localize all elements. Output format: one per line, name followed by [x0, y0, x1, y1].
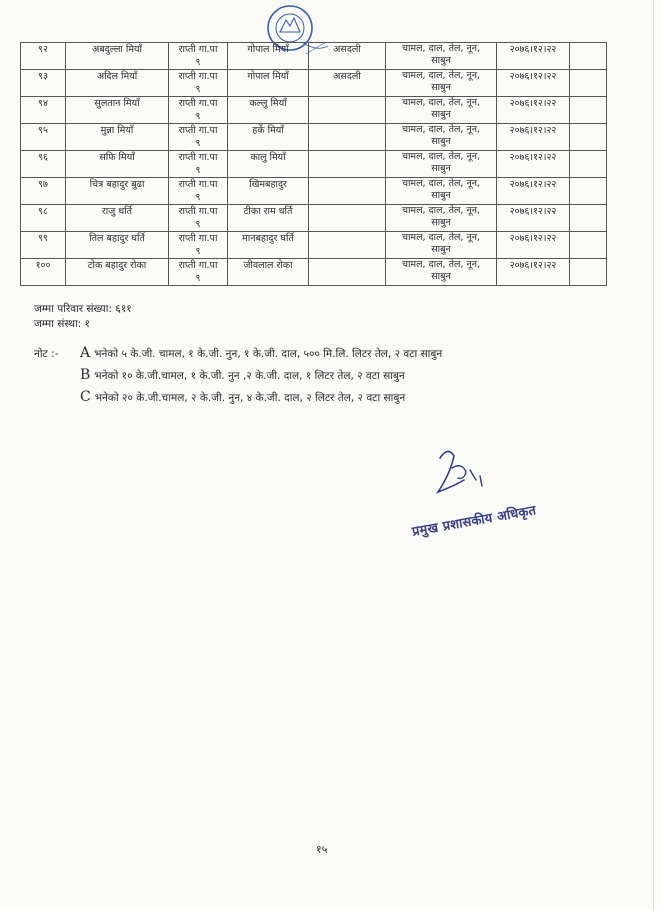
cell-text-addr2: ९: [195, 57, 201, 68]
cell-text-sn: ९८: [38, 206, 48, 217]
note-code: C: [80, 389, 91, 405]
guardian-name-cell: [228, 178, 309, 205]
address-cell: [169, 43, 228, 70]
distribution-date-cell: [497, 205, 570, 232]
relief-items-cell: [386, 259, 497, 286]
recipient-signature-cell: [570, 97, 607, 124]
serial-number-cell: [21, 97, 66, 124]
serial-number-cell: [21, 70, 66, 97]
cell-text-addr2: ९: [195, 273, 201, 284]
cell-text-date: २०७६।१२।२२: [509, 233, 557, 244]
cell-text-addr1: राप्ती गा.पा: [178, 206, 218, 217]
cell-text-sn: ९९: [38, 233, 48, 244]
address-cell: [169, 97, 228, 124]
cell-text-name: टोक बहादुर रोका: [87, 260, 147, 271]
table-row: [21, 232, 607, 259]
cell-text-name: सुलतान मियाँ: [94, 98, 140, 109]
cell-text-date: २०७६।१२।२२: [509, 71, 557, 82]
relief-distribution-table: [20, 42, 607, 286]
guardian-name-cell: [228, 151, 309, 178]
cell-text-items1: चामल, दाल, तेल, नून,: [401, 232, 481, 243]
distribution-date-cell: [497, 70, 570, 97]
cell-text-items2: साबुन: [431, 271, 451, 282]
cell-text-items2: साबुन: [431, 244, 451, 255]
cell-text-items2: साबुन: [431, 217, 451, 228]
cell-text-sn: ९५: [38, 125, 48, 136]
relief-items-cell: [386, 232, 497, 259]
cell-text-date: २०७६।१२।२२: [509, 206, 557, 217]
cell-text-items1: चामल, दाल, तेल, नून,: [401, 124, 481, 135]
recipient-signature-cell: [570, 124, 607, 151]
cell-text-items1: चामल, दाल, तेल, नून,: [401, 259, 481, 270]
cell-text-name: सफि मियाँ: [99, 152, 135, 163]
cell-text-addr1: राप्ती गा.पा: [178, 152, 218, 163]
beneficiary-name-cell: [66, 178, 169, 205]
cell-text-extra: असदली: [333, 71, 361, 82]
cell-text-addr1: राप्ती गा.पा: [178, 98, 218, 109]
cell-text-guardian: खिमबहादुर: [249, 179, 287, 190]
note-code: B: [80, 367, 91, 383]
cell-text-addr1: राप्ती गा.पा: [178, 71, 218, 82]
table-row: [21, 97, 607, 124]
grandparent-name-cell: [309, 205, 386, 232]
guardian-name-cell: [228, 205, 309, 232]
grandparent-name-cell: [309, 70, 386, 97]
note-text: भनेको ५ के.जी. चामल, १ के.जी. नुन, १ के.जी. दाल, ५०० मि.लि. लिटर तेल, २ वटा साबुन: [94, 348, 443, 360]
address-cell: [169, 178, 228, 205]
distribution-date-cell: [497, 97, 570, 124]
cell-text-addr1: राप्ती गा.पा: [178, 179, 218, 190]
relief-items-cell: [386, 124, 497, 151]
distribution-date-cell: [497, 232, 570, 259]
cell-text-sn: १००: [35, 260, 51, 271]
recipient-signature-cell: [570, 259, 607, 286]
serial-number-cell: [21, 124, 66, 151]
guardian-name-cell: [228, 232, 309, 259]
serial-number-cell: [21, 259, 66, 286]
grandparent-name-cell: [309, 259, 386, 286]
page-number: १५: [316, 843, 328, 856]
cell-text-items2: साबुन: [431, 190, 451, 201]
cell-text-items2: साबुन: [431, 55, 451, 66]
cell-text-items2: साबुन: [431, 109, 451, 120]
cell-text-items1: चामल, दाल, तेल, नून,: [401, 205, 481, 216]
distribution-date-cell: [497, 124, 570, 151]
cell-text-date: २०७६।१२।२२: [509, 260, 557, 271]
distribution-date-cell: [497, 151, 570, 178]
cell-text-addr2: ९: [195, 219, 201, 230]
cell-text-name: राजु धर्ति: [101, 206, 133, 217]
note-row-a: [34, 343, 442, 365]
cell-text-guardian: टीका राम धर्ति: [243, 206, 293, 217]
address-cell: [169, 232, 228, 259]
beneficiary-name-cell: [66, 43, 169, 70]
recipient-signature-cell: [570, 232, 607, 259]
grandparent-name-cell: [309, 43, 386, 70]
grandparent-name-cell: [309, 178, 386, 205]
cell-text-addr2: ९: [195, 84, 201, 95]
beneficiary-name-cell: [66, 70, 169, 97]
total-families: जम्मा परिवार संख्या: ६११: [34, 303, 132, 315]
distribution-date-cell: [497, 259, 570, 286]
note-text: भनेको २० के.जी.चामल, २ के.जी. नुन, ४ के.जी. दाल, २ लिटर तेल, २ वटा साबुन: [94, 392, 406, 404]
address-cell: [169, 70, 228, 97]
cell-text-addr2: ९: [195, 246, 201, 257]
recipient-signature-cell: [570, 151, 607, 178]
cell-text-items2: साबुन: [431, 136, 451, 147]
cell-text-date: २०७६।१२।२२: [509, 179, 557, 190]
serial-number-cell: [21, 232, 66, 259]
guardian-name-cell: [228, 43, 309, 70]
cell-text-sn: ९३: [38, 71, 48, 82]
grandparent-name-cell: [309, 97, 386, 124]
signatory-title: प्रमुख प्रशासकीय अधिकृत: [410, 503, 538, 540]
cell-text-addr1: राप्ती गा.पा: [178, 260, 218, 271]
cell-text-guardian: मानबहादुर घर्ति: [242, 233, 294, 244]
cell-text-name: चित्र बहादुर बुढा: [89, 179, 145, 190]
beneficiary-name-cell: [66, 97, 169, 124]
cell-text-items1: चामल, दाल, तेल, नून,: [401, 97, 481, 108]
beneficiary-name-cell: [66, 205, 169, 232]
cell-text-guardian: कल्लु मियाँ: [249, 98, 287, 109]
cell-text-sn: ९२: [38, 44, 48, 55]
beneficiary-name-cell: [66, 259, 169, 286]
cell-text-guardian: कालु मियाँ: [250, 152, 286, 163]
cell-text-date: २०७६।१२।२२: [509, 44, 557, 55]
note-label: नोट :-: [34, 348, 59, 360]
cell-text-date: २०७६।१२।२२: [509, 152, 557, 163]
cell-text-sn: ९६: [38, 152, 48, 163]
cell-text-date: २०७६।१२।२२: [509, 125, 557, 136]
cell-text-guardian: हर्के मियाँ: [252, 125, 284, 136]
page-edge: [653, 0, 654, 910]
notes-block: [34, 343, 442, 409]
relief-items-cell: [386, 70, 497, 97]
cell-text-sn: ९७: [38, 179, 48, 190]
cell-text-extra: असदली: [333, 44, 361, 55]
total-institutions: जम्मा संस्था: १: [34, 318, 91, 330]
serial-number-cell: [21, 205, 66, 232]
table-row: [21, 43, 607, 70]
table-row: [21, 124, 607, 151]
cell-text-items1: चामल, दाल, तेल, नून,: [401, 178, 481, 189]
relief-items-cell: [386, 178, 497, 205]
cell-text-items1: चामल, दाल, तेल, नून,: [401, 151, 481, 162]
cell-text-sn: ९४: [38, 98, 48, 109]
beneficiary-name-cell: [66, 151, 169, 178]
guardian-name-cell: [228, 70, 309, 97]
distribution-date-cell: [497, 43, 570, 70]
cell-text-addr1: राप्ती गा.पा: [178, 44, 218, 55]
handwritten-signature: [430, 440, 500, 510]
beneficiary-name-cell: [66, 232, 169, 259]
cell-text-items1: चामल, दाल, तेल, नून,: [401, 70, 481, 81]
relief-items-cell: [386, 151, 497, 178]
cell-text-items1: चामल, दाल, तेल, नून,: [401, 43, 481, 54]
address-cell: [169, 205, 228, 232]
cell-text-name: अबदुल्ला मियाँ: [91, 44, 143, 55]
beneficiary-name-cell: [66, 124, 169, 151]
relief-items-cell: [386, 43, 497, 70]
table-row: [21, 151, 607, 178]
recipient-signature-cell: [570, 178, 607, 205]
guardian-name-cell: [228, 259, 309, 286]
note-row-b: [34, 365, 442, 387]
grandparent-name-cell: [309, 124, 386, 151]
note-text: भनेको १० के.जी.चामल, १ के.जी. नुन ,२ के.जी. दाल, १ लिटर तेल, २ वटा साबुन: [94, 370, 405, 382]
table-row: [21, 205, 607, 232]
recipient-signature-cell: [570, 205, 607, 232]
address-cell: [169, 259, 228, 286]
grandparent-name-cell: [309, 232, 386, 259]
guardian-name-cell: [228, 97, 309, 124]
cell-text-items2: साबुन: [431, 163, 451, 174]
table-row: [21, 70, 607, 97]
note-code: A: [80, 345, 91, 361]
table-row: [21, 178, 607, 205]
serial-number-cell: [21, 43, 66, 70]
table-row: [21, 259, 607, 286]
grandparent-name-cell: [309, 151, 386, 178]
cell-text-addr2: ९: [195, 138, 201, 149]
cell-text-name: तिल बहादुर घर्ति: [89, 233, 145, 244]
recipient-signature-cell: [570, 43, 607, 70]
serial-number-cell: [21, 151, 66, 178]
recipient-signature-cell: [570, 70, 607, 97]
cell-text-addr1: राप्ती गा.पा: [178, 233, 218, 244]
cell-text-addr2: ९: [195, 192, 201, 203]
cell-text-name: अदिल मियाँ: [96, 71, 138, 82]
guardian-name-cell: [228, 124, 309, 151]
relief-items-cell: [386, 97, 497, 124]
serial-number-cell: [21, 178, 66, 205]
cell-text-addr2: ९: [195, 111, 201, 122]
relief-items-cell: [386, 205, 497, 232]
cell-text-addr1: राप्ती गा.पा: [178, 125, 218, 136]
distribution-date-cell: [497, 178, 570, 205]
cell-text-items2: साबुन: [431, 82, 451, 93]
cell-text-guardian: जीवलाल रोका: [243, 260, 293, 271]
address-cell: [169, 124, 228, 151]
cell-text-addr2: ९: [195, 165, 201, 176]
cell-text-name: मुन्ना मियाँ: [100, 125, 134, 136]
cell-text-date: २०७६।१२।२२: [509, 98, 557, 109]
cell-text-guardian: गोपाल मियाँ: [247, 71, 289, 82]
cell-text-guardian: गोपाल मियाँ: [247, 44, 289, 55]
note-row-c: [34, 387, 442, 409]
address-cell: [169, 151, 228, 178]
totals-block: [34, 302, 132, 332]
